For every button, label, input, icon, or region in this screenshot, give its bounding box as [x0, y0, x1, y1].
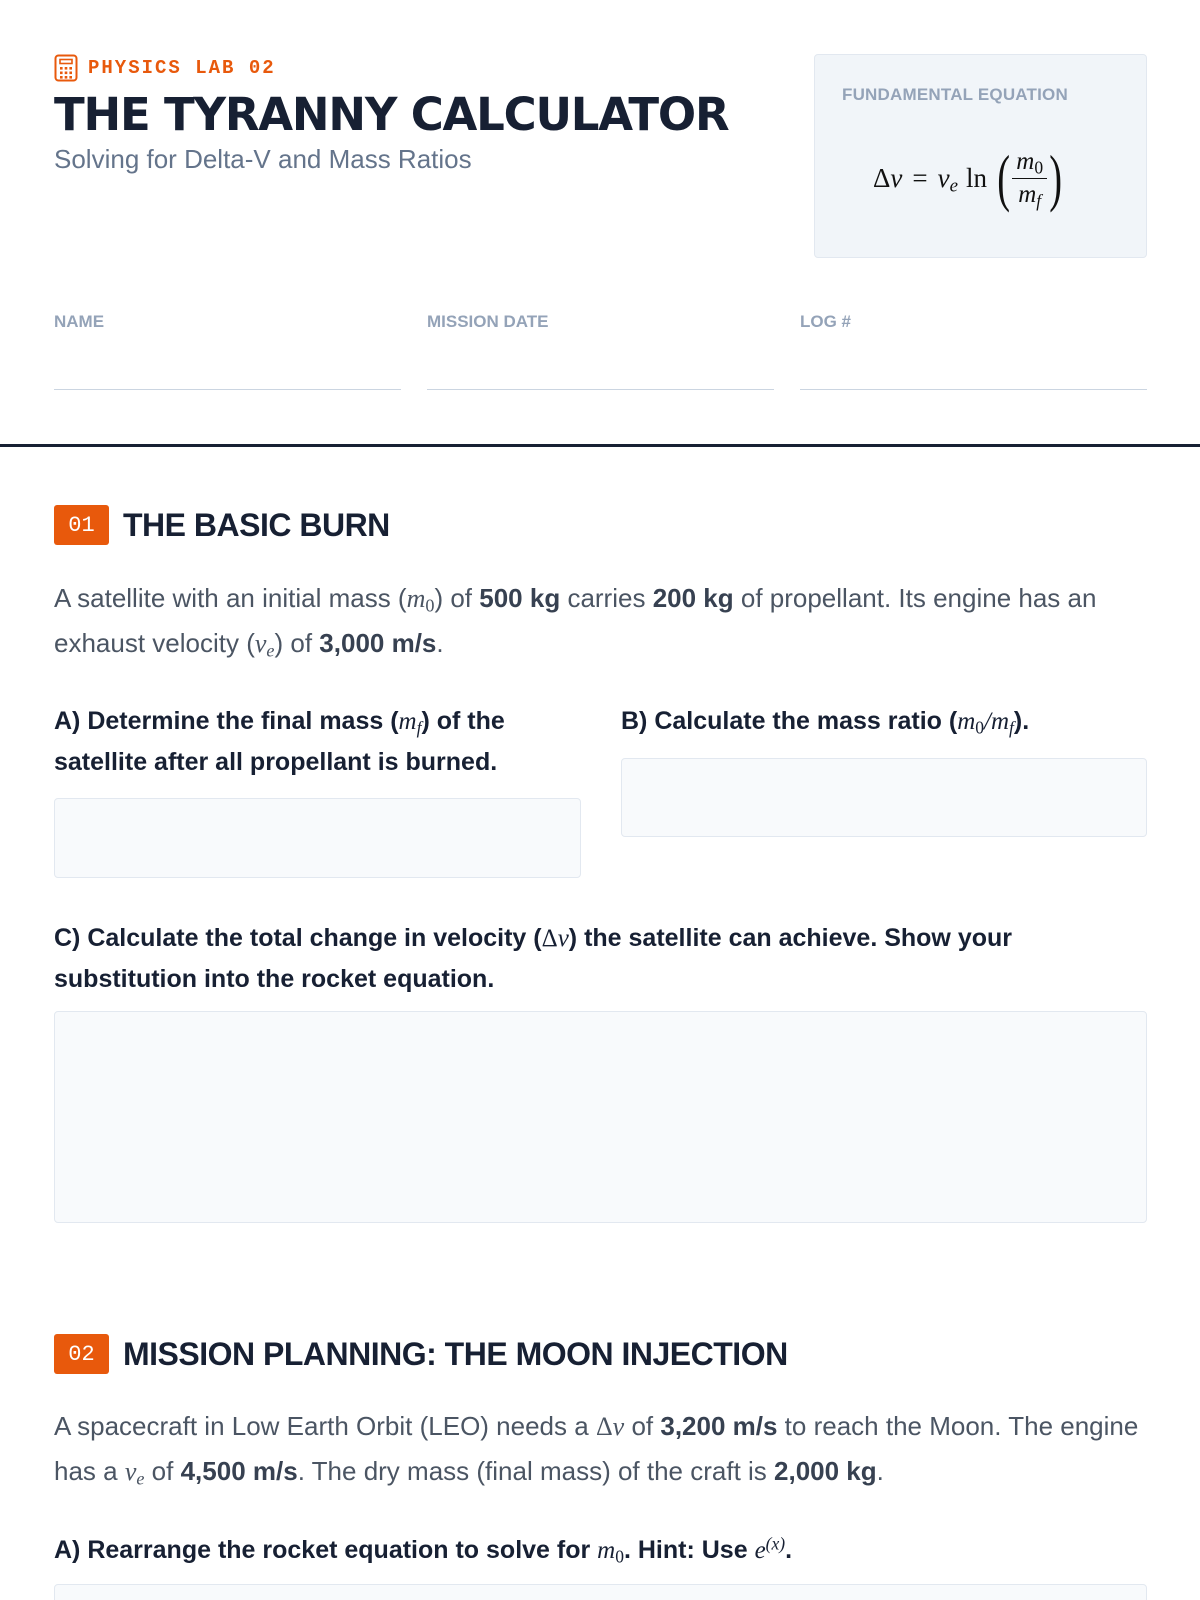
- log-number-field[interactable]: [800, 312, 1147, 390]
- mission-date-label: MISSION DATE: [427, 312, 549, 331]
- name-field[interactable]: [54, 312, 401, 390]
- log-number-label: LOG #: [800, 312, 852, 331]
- section-2-title: MISSION PLANNING: THE MOON INJECTION: [123, 1335, 788, 1372]
- answer-box-1a[interactable]: [54, 798, 581, 878]
- log-number-input-line[interactable]: [800, 332, 1147, 390]
- section-1-number: 01: [54, 505, 109, 545]
- answer-box-1b[interactable]: [621, 758, 1147, 837]
- question-2a: A) Rearrange the rocket equation to solve for $m_0$. Hint: Use $e^{(x)}$.: [54, 1533, 793, 1567]
- equation-box-label: FUNDAMENTAL EQUATION: [842, 85, 1068, 104]
- page-subtitle: Solving for Delta-V and Mass Ratios: [54, 144, 472, 174]
- equation-box: [814, 54, 1147, 258]
- header: [54, 52, 790, 175]
- section-1-problem-text: A satellite with an initial mass $(m_0)$ of 500 kg carries 200 kg of propellant. Its engine has an exhaust velocity $(v_e)$ of 3,000 m/s.: [54, 583, 1097, 661]
- section-1-title: THE BASIC BURN: [123, 506, 390, 543]
- kicker: [54, 52, 790, 84]
- answer-box-1c[interactable]: [54, 1011, 1147, 1223]
- mission-date-input-line[interactable]: [427, 332, 774, 390]
- header-divider: [0, 444, 1200, 447]
- section-2-problem-text: A spacecraft in Low Earth Orbit (LEO) needs a Δv of 3,200 m/s to reach the Moon. The engine has a $v_e$ of 4,500 m/s. The dry mass (final mass) of the craft is 2,000 kg.: [54, 1411, 1139, 1489]
- calculator-icon: [54, 54, 78, 82]
- page-title: THE TYRANNY CALCULATOR: [54, 88, 729, 141]
- name-input-line[interactable]: [54, 332, 401, 390]
- lab-kicker: PHYSICS LAB 02: [88, 57, 276, 79]
- section-2-number: 02: [54, 1334, 109, 1374]
- question-1c: C) Calculate the total change in velocity (Δv) the satellite can achieve. Show your substitution into the rocket equation.: [54, 924, 1012, 993]
- answer-box-2a[interactable]: [54, 1584, 1147, 1600]
- section-1-header: [54, 505, 390, 545]
- rocket-equation: Δ v = $v_e$ ln ( $\frac{m_0}{m_f}$ ): [873, 142, 1063, 213]
- section-2-header: [54, 1334, 788, 1374]
- question-1b: B) Calculate the mass ratio $(m_0/m_f)$.: [621, 707, 1030, 738]
- question-1a: A) Determine the final mass $(m_f)$ of the satellite after all propellant is burned.: [54, 707, 505, 776]
- mission-date-field[interactable]: [427, 312, 774, 390]
- name-label: NAME: [54, 312, 105, 331]
- student-info-fields: [54, 312, 1147, 390]
